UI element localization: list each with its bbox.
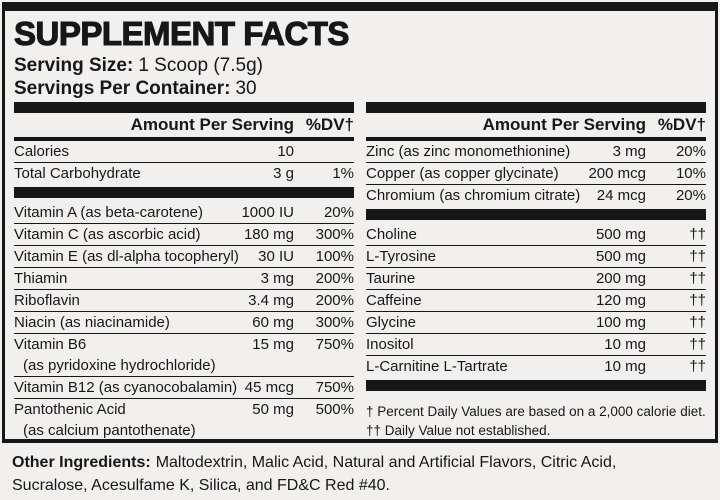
dv-heading: %DV† bbox=[657, 115, 706, 134]
footnote-daily-values: † Percent Daily Values are based on a 2,000 calorie diet. bbox=[366, 404, 706, 419]
right-column bbox=[366, 102, 706, 441]
page-title: SUPPLEMENT FACTS bbox=[14, 15, 349, 52]
row-glycine: Glycine 100 mg †† bbox=[366, 312, 706, 334]
row-zinc: Zinc (as zinc monomethionine) 3 mg 20% bbox=[366, 141, 706, 163]
row-pantothenic-acid: Pantothenic Acid 50 mg 500% bbox=[14, 401, 354, 418]
left-column bbox=[14, 102, 354, 441]
row-calories: Calories 10 bbox=[14, 141, 354, 163]
amount-per-serving-heading: Amount Per Serving bbox=[130, 115, 294, 134]
row-vitamin-b6-source: (as pyridoxine hydrochloride) bbox=[14, 355, 354, 377]
row-l-carnitine-l-tartrate: L-Carnitine L-Tartrate 10 mg †† bbox=[366, 358, 706, 375]
dv-heading: %DV† bbox=[305, 115, 354, 134]
serving-size-value: 1 Scoop (7.5g) bbox=[138, 55, 263, 76]
left-table-header bbox=[14, 113, 354, 141]
amount-per-serving-heading: Amount Per Serving bbox=[482, 115, 646, 134]
row-riboflavin: Riboflavin 3.4 mg 200% bbox=[14, 290, 354, 312]
row-vitamin-b6: Vitamin B6 15 mg 750% bbox=[14, 336, 354, 353]
row-vitamin-a: Vitamin A (as beta-carotene) 1000 IU 20% bbox=[14, 202, 354, 224]
footnote-dv-not-established: †† Daily Value not established. bbox=[366, 423, 551, 438]
column-top-rule bbox=[14, 102, 354, 113]
section-divider-rule bbox=[366, 209, 706, 220]
row-vitamin-b12: Vitamin B12 (as cyanocobalamin) 45 mcg 750% bbox=[14, 377, 354, 399]
row-niacin: Niacin (as niacinamide) 60 mg 300% bbox=[14, 312, 354, 334]
facts-panel bbox=[2, 2, 718, 443]
section-divider-rule bbox=[366, 380, 706, 391]
row-taurine: Taurine 200 mg †† bbox=[366, 268, 706, 290]
column-top-rule bbox=[366, 102, 706, 113]
other-ingredients-label: Other Ingredients: bbox=[12, 454, 151, 471]
other-ingredients bbox=[12, 451, 667, 497]
other-ingredients-text: Maltodextrin, Malic Acid, Natural and Artificial Flavors, Citric Acid, Sucralose, Acesulfame K, Silica, and FD&C Red #40. bbox=[12, 454, 617, 494]
row-total-carbohydrate: Total Carbohydrate 3 g 1% bbox=[14, 165, 354, 182]
row-choline: Choline 500 mg †† bbox=[366, 224, 706, 246]
serving-size-label: Serving Size: bbox=[14, 55, 134, 76]
serving-size-line bbox=[14, 55, 706, 76]
row-copper: Copper (as copper glycinate) 200 mcg 10% bbox=[366, 163, 706, 185]
facts-columns bbox=[14, 102, 706, 441]
row-pantothenic-acid-source: (as calcium pantothenate) bbox=[23, 422, 196, 439]
right-table-header bbox=[366, 113, 706, 141]
servings-per-container-label: Servings Per Container: bbox=[14, 78, 231, 99]
row-chromium: Chromium (as chromium citrate) 24 mcg 20% bbox=[366, 187, 706, 204]
servings-per-container-value: 30 bbox=[235, 78, 257, 99]
row-thiamin: Thiamin 3 mg 200% bbox=[14, 268, 354, 290]
row-caffeine: Caffeine 120 mg †† bbox=[366, 290, 706, 312]
footnotes bbox=[366, 402, 706, 440]
row-vitamin-c: Vitamin C (as ascorbic acid) 180 mg 300% bbox=[14, 224, 354, 246]
servings-per-container-line bbox=[14, 78, 706, 99]
row-l-tyrosine: L-Tyrosine 500 mg †† bbox=[366, 246, 706, 268]
section-divider-rule bbox=[14, 187, 354, 198]
row-vitamin-e: Vitamin E (as dl-alpha tocopheryl) 30 IU 100% bbox=[14, 246, 354, 268]
row-inositol: Inositol 10 mg †† bbox=[366, 334, 706, 356]
